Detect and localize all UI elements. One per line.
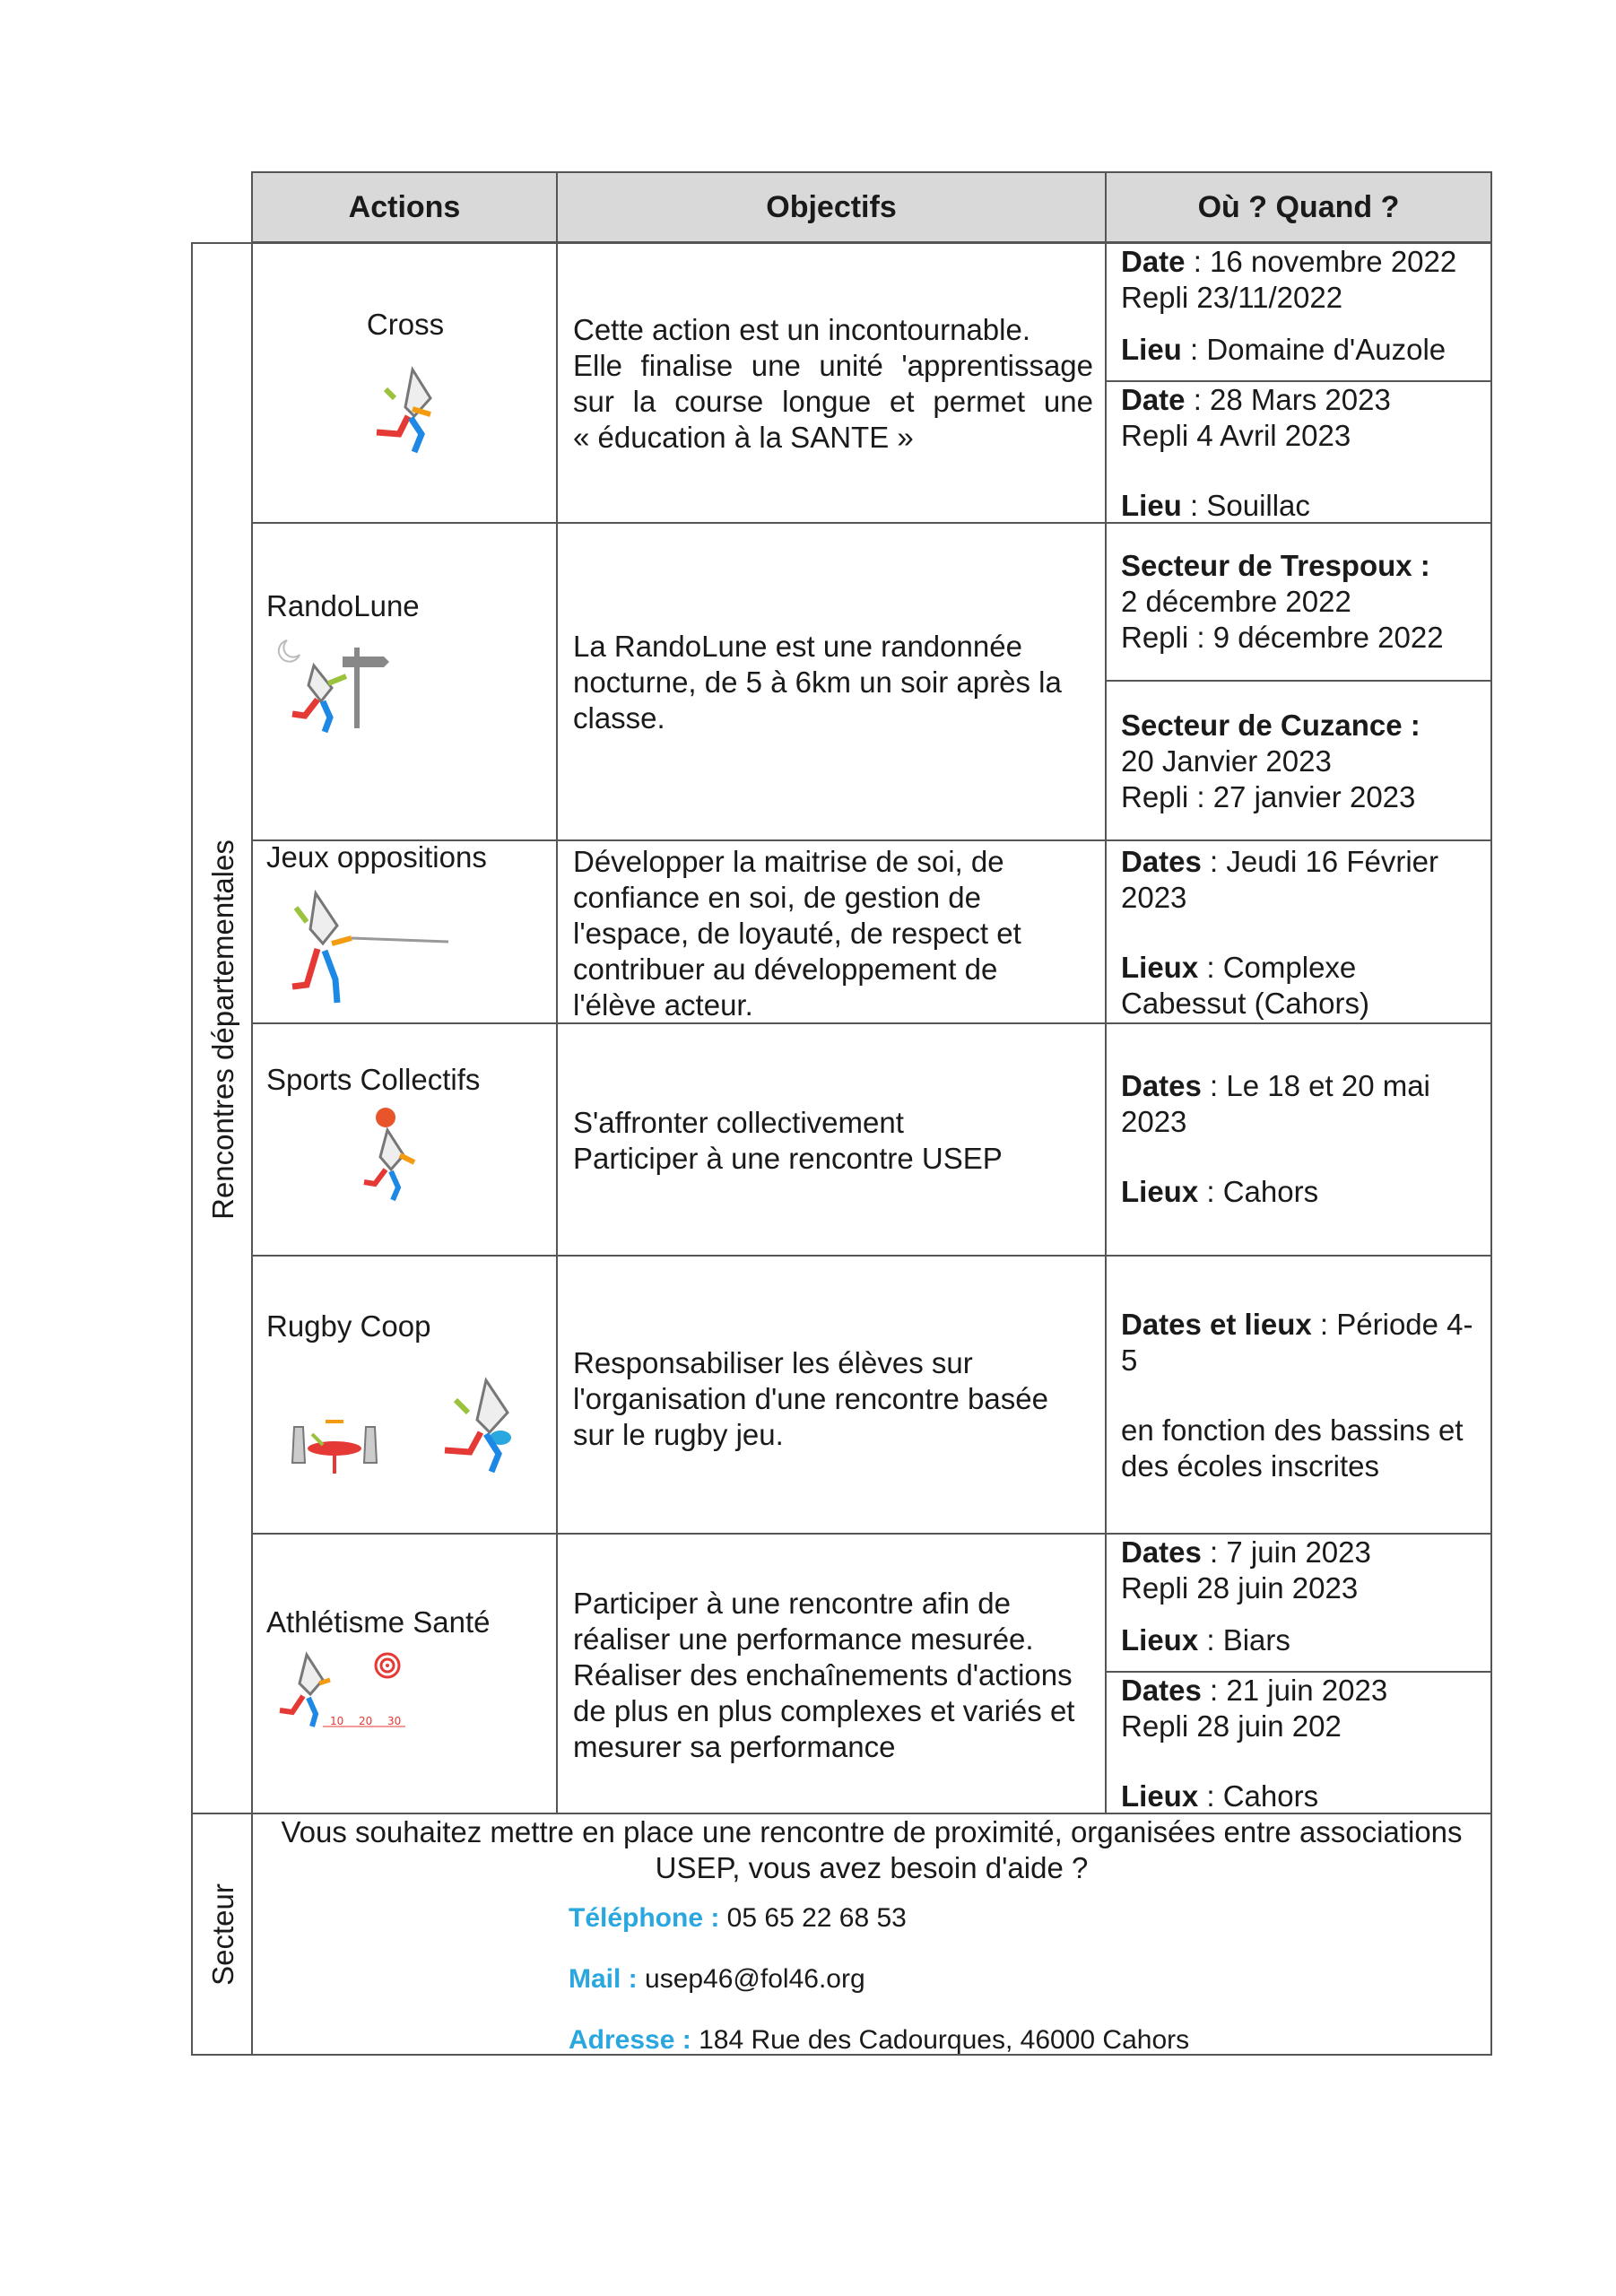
fencer-icon (280, 886, 450, 1021)
objectif-line: sur la course longue et permet une (573, 385, 1093, 418)
side-label-rencontres: Rencontres départementales (206, 839, 239, 1220)
lieu-label: Lieu (1121, 333, 1182, 366)
repli-text: Repli 4 Avril 2023 (1121, 419, 1351, 452)
row-randolune-action (251, 522, 558, 841)
dates-value: : Le 18 et 20 mai (1201, 1069, 1430, 1102)
secteur-intro-line: Vous souhaitez mettre en place une rencontre de proximité, organisées entre associations (281, 1815, 1463, 1848)
objectif-line: sur le rugby jeu. (573, 1418, 784, 1451)
date-value: : 28 Mars 2023 (1185, 383, 1391, 416)
header-ou-quand (1105, 171, 1492, 243)
repli-text: Repli 28 juin 2023 (1121, 1571, 1359, 1605)
lieux-label: Lieux (1121, 1175, 1199, 1208)
row-cross-when (1105, 242, 1492, 524)
date-text: 2 décembre 2022 (1121, 585, 1351, 618)
repli-text: Repli : 27 janvier 2023 (1121, 780, 1416, 813)
objectif-text (573, 312, 1093, 456)
bassins-text-cont: des écoles inscrites (1121, 1449, 1379, 1483)
objectif-line: réaliser une performance mesurée. (573, 1622, 1034, 1656)
row-randolune-objectif (556, 522, 1107, 841)
objectif-line: mesurer sa performance (573, 1730, 896, 1763)
when-block (1121, 1068, 1430, 1210)
contact-phone (569, 1902, 907, 1935)
mail-value[interactable]: usep46@fol46.org (637, 1964, 865, 1994)
header-actions-label: Actions (348, 189, 461, 224)
objectif-line: de plus en plus complexes et variés et (573, 1694, 1075, 1727)
lieux-value: : Cahors (1198, 1175, 1319, 1208)
objectif-text (573, 629, 1093, 736)
when-block-2 (1121, 1673, 1387, 1814)
row-cross-action (251, 242, 558, 524)
action-label: Athlétisme Santé (266, 1605, 491, 1639)
repli-text: Repli : 9 décembre 2022 (1121, 621, 1444, 654)
objectif-line: contribuer au développement de (573, 952, 998, 986)
objectif-line: Cette action est un incontournable. (573, 313, 1031, 346)
action-label: RandoLune (266, 589, 420, 622)
svg-text:30: 30 (387, 1715, 402, 1727)
date-value: : 16 novembre 2022 (1185, 245, 1457, 278)
objectif-line: Réaliser des enchaînements d'actions (573, 1658, 1073, 1692)
runner-icon (423, 1373, 531, 1481)
when-block-1 (1121, 548, 1444, 656)
dates-label: Dates (1121, 1535, 1202, 1569)
address-value: 184 Rue des Cadourques, 46000 Cahors (691, 2025, 1190, 2055)
target-icon (271, 1648, 423, 1746)
lieu-label: Lieu (1121, 489, 1182, 522)
side-rencontres-cell (191, 242, 253, 1814)
secteur-cell (251, 1813, 1492, 2056)
secteur-title: Secteur de Trespoux : (1121, 549, 1430, 582)
row-randolune-when (1105, 522, 1492, 841)
lieux-label: Lieux (1121, 1779, 1199, 1813)
header-objectifs (556, 171, 1107, 243)
dates-lieux-value-cont: 5 (1121, 1344, 1138, 1377)
row-rugby-objectif (556, 1255, 1107, 1535)
phone-label: Téléphone : (569, 1903, 720, 1933)
row-sports-when (1105, 1022, 1492, 1257)
lieux-value: : Cahors (1198, 1779, 1319, 1813)
signpost-icon (287, 639, 395, 737)
secteur-title: Secteur de Cuzance : (1121, 709, 1421, 742)
dates-label: Dates (1121, 1674, 1202, 1707)
when-block (1121, 1307, 1473, 1484)
lieux-label: Lieux (1121, 951, 1199, 984)
lieux-label: Lieux (1121, 1623, 1199, 1657)
bassins-text: en fonction des bassins et (1121, 1413, 1464, 1447)
objectif-text (573, 844, 1093, 1023)
objectif-line: S'affronter collectivement (573, 1106, 904, 1139)
dates-value: : Jeudi 16 Février (1201, 845, 1439, 878)
row-athletisme-when (1105, 1533, 1492, 1814)
contact-mail (569, 1963, 865, 1996)
action-label: Cross (366, 308, 445, 341)
dates-label: Dates (1121, 845, 1202, 878)
dates-value-cont: 2023 (1121, 1105, 1187, 1138)
side-label-secteur: Secteur (206, 1883, 239, 1986)
objectif-text (573, 1586, 1093, 1765)
when-block-1 (1121, 1535, 1371, 1658)
objectif-line: Participer à une rencontre afin de (573, 1587, 1011, 1620)
row-jeux-action (251, 839, 558, 1024)
dates-value: : 7 juin 2023 (1201, 1535, 1371, 1569)
when-block-1 (1121, 244, 1456, 368)
lieux-value: : Biars (1198, 1623, 1290, 1657)
lieux-value: : Complexe (1198, 951, 1357, 984)
objectif-line: Développer la maitrise de soi, de (573, 845, 1004, 878)
secteur-intro (253, 1814, 1490, 1886)
objectif-line: classe. (573, 701, 665, 735)
when-divider (1107, 680, 1490, 682)
dates-lieux-value: : Période 4- (1311, 1308, 1473, 1341)
mail-label: Mail : (569, 1964, 638, 1994)
objectif-text (573, 1105, 1093, 1177)
when-block-2 (1121, 708, 1421, 815)
svg-text:10: 10 (330, 1715, 344, 1727)
objectif-line: l'organisation d'une rencontre basée (573, 1382, 1048, 1415)
dates-value: : 21 juin 2023 (1201, 1674, 1388, 1707)
side-secteur-cell (191, 1813, 253, 2056)
row-jeux-when (1105, 839, 1492, 1024)
action-label: Sports Collectifs (266, 1063, 481, 1096)
header-ou-quand-label: Où ? Quand ? (1197, 189, 1400, 224)
row-rugby-action (251, 1255, 558, 1535)
date-text: 20 Janvier 2023 (1121, 744, 1332, 778)
objectif-line: Elle finalise une unité 'apprentissage (573, 349, 1093, 382)
action-label: Jeux oppositions (266, 840, 487, 874)
objectif-line: confiance en soi, de gestion de (573, 881, 981, 914)
row-sports-action (251, 1022, 558, 1257)
when-block (1121, 844, 1438, 1022)
when-block-2 (1121, 382, 1391, 524)
date-label: Date (1121, 245, 1186, 278)
header-actions (251, 171, 558, 243)
rugby-table-icon (276, 1409, 393, 1481)
ball-player-icon (352, 1107, 432, 1205)
repli-text: Repli 28 juin 202 (1121, 1709, 1342, 1743)
lieux-value-cont: Cabessut (Cahors) (1121, 987, 1369, 1020)
objectif-line: « éducation à la SANTE » (573, 421, 914, 454)
dates-value-cont: 2023 (1121, 881, 1187, 914)
objectif-line: l'espace, de loyauté, de respect et (573, 917, 1021, 950)
phone-value[interactable]: 05 65 22 68 53 (719, 1903, 907, 1933)
address-label: Adresse : (569, 2025, 691, 2055)
row-athletisme-action (251, 1533, 558, 1814)
objectif-line: La RandoLune est une randonnée (573, 630, 1022, 663)
lieu-value: : Domaine d'Auzole (1181, 333, 1447, 366)
objectif-line: nocturne, de 5 à 6km un soir après la (573, 665, 1062, 699)
row-sports-objectif (556, 1022, 1107, 1257)
objectif-line: Participer à une rencontre USEP (573, 1142, 1003, 1175)
date-label: Date (1121, 383, 1186, 416)
svg-text:20: 20 (359, 1715, 373, 1727)
objectif-line: Responsabiliser les élèves sur (573, 1346, 973, 1379)
row-athletisme-objectif (556, 1533, 1107, 1814)
row-rugby-when (1105, 1255, 1492, 1535)
objectif-line: l'élève acteur. (573, 988, 753, 1022)
contact-address (569, 2024, 1189, 2057)
action-label: Rugby Coop (266, 1309, 431, 1343)
header-objectifs-label: Objectifs (766, 189, 897, 224)
row-cross-objectif (556, 242, 1107, 524)
row-jeux-objectif (556, 839, 1107, 1024)
secteur-intro-line: USEP, vous avez besoin d'aide ? (655, 1851, 1089, 1884)
dates-label: Dates (1121, 1069, 1202, 1102)
lieu-value: : Souillac (1181, 489, 1310, 522)
runner-icon (359, 362, 457, 461)
objectif-text (573, 1345, 1093, 1453)
repli-text: Repli 23/11/2022 (1121, 281, 1343, 314)
dates-lieux-label: Dates et lieux (1121, 1308, 1312, 1341)
